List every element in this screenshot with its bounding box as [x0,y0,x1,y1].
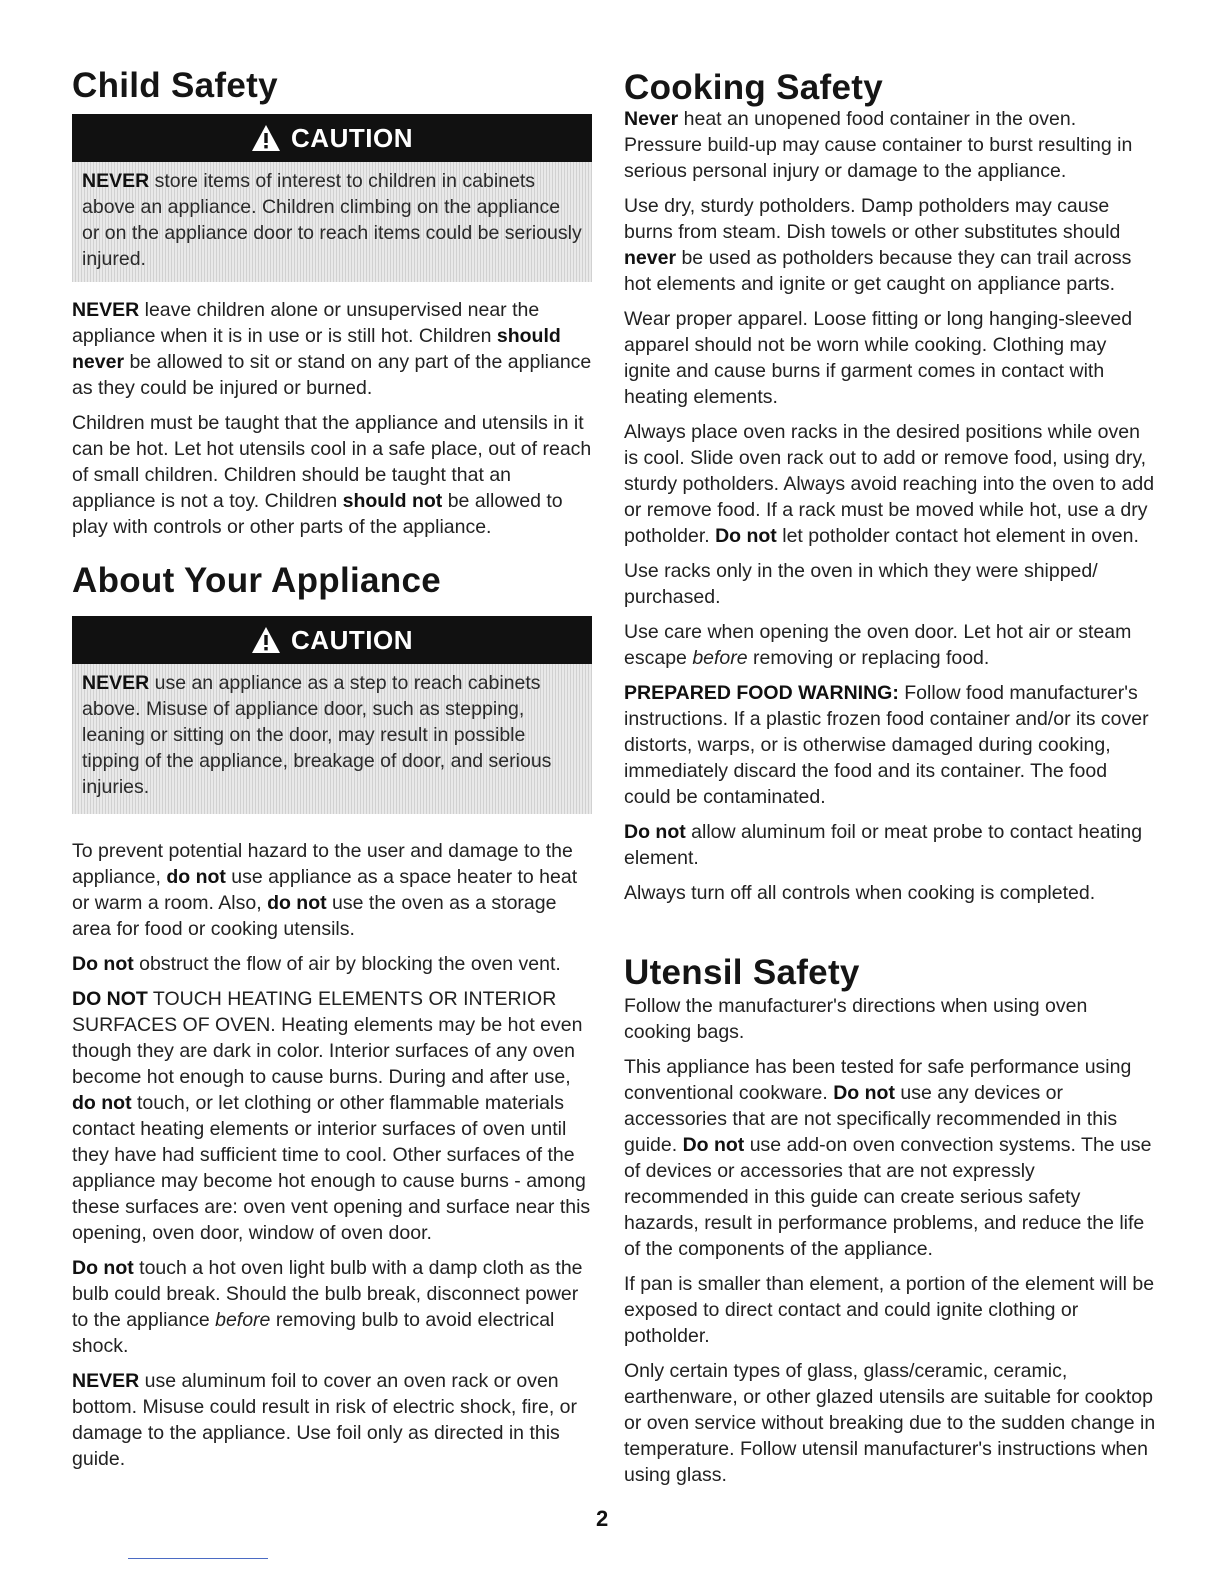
caution-text [72,162,592,282]
caution-lead: NEVER [82,672,150,694]
warning-triangle-icon [251,626,281,654]
about-appliance-body [72,838,594,1481]
cooking-safety-body [624,106,1156,915]
caution-header [72,616,592,664]
paragraph: Do not touch a hot oven light bulb with a damp cloth as the bulb could break. Should the bulb break, disconnect power to the appliance before removing bulb to avoid electrical shock. [72,1257,583,1357]
about-appliance-title: About Your Appliance [72,561,441,600]
caution-label: CAUTION [291,122,413,153]
caution-header [72,114,592,162]
paragraph: Always turn off all controls when cooking is completed. [624,882,1096,904]
paragraph: NEVER use aluminum foil to cover an oven rack or oven bottom. Misuse could result in risk of electric shock, fire, or damage to the appliance. Use foil only as directed in this guide. [72,1370,578,1470]
paragraph: Wear proper apparel. Loose fitting or long hanging-sleeved apparel should not be worn while cooking. Clothing may ignite and cause burns if garment comes in contact with heating elements. [624,308,1133,408]
utensil-safety-body [624,993,1156,1497]
paragraph: Always place oven racks in the desired positions while oven is cool. Slide oven rack out to add or remove food, using dry, sturdy potholders. Always avoid reaching into the oven to add or remove food. If a rack must be moved while hot, use a dry potholder. Do not let potholder contact hot element in oven. [624,421,1155,547]
child-safety-body [72,297,594,549]
caution-label: CAUTION [291,624,413,655]
paragraph: Use care when opening the oven door. Let hot air or steam escape before removing or replacing food. [624,621,1132,669]
child-safety-caution-box [72,114,592,282]
paragraph: Use racks only in the oven in which they were shipped/ purchased. [624,560,1098,608]
caution-body-text: store items of interest to children in cabinets above an appliance. Children climbing on the appliance or on the appliance door to reach items could be seriously injured. [82,170,582,270]
paragraph: Do not obstruct the flow of air by blocking the oven vent. [72,953,561,975]
paragraph: Children must be taught that the appliance and utensils in it can be hot. Let hot utensils cool in a safe place, out of reach of small children. Children should be taught that an appliance is not a toy. Children should not be allowed to play with controls or other parts of the appliance. [72,412,592,538]
paragraph: DO NOT TOUCH HEATING ELEMENTS OR INTERIOR SURFACES OF OVEN. Heating elements may be hot even though they are dark in color. Interior surfaces of any oven become hot enough to cause burns. During and after use, do not touch, or let clothing or other flammable materials contact heating elements or interior surfaces of oven until they have had sufficient time to cool. Other surfaces of the appliance may become hot enough to cause burns - among these surfaces are: oven vent opening and surface near this opening, oven door, window of oven door. [72,988,591,1244]
child-safety-title: Child Safety [72,66,278,105]
page-number: 2 [596,1506,609,1531]
paragraph: If pan is smaller than element, a portion of the element will be exposed to direct contact and could ignite clothing or potholder. [624,1273,1155,1347]
footer-divider [128,1558,268,1559]
warning-triangle-icon [251,124,281,152]
paragraph: This appliance has been tested for safe performance using conventional cookware. Do not use any devices or accessories that are not specifically recommended in this guide. Do not use add-on oven convection systems. The use of devices or accessories that are not expressly recommended in this guide can create serious safety hazards, result in performance problems, and reduce the life of the components of the appliance. [624,1056,1152,1260]
paragraph: Do not allow aluminum foil or meat probe to contact heating element. [624,821,1143,869]
paragraph: To prevent potential hazard to the user and damage to the appliance, do not use appliance as a space heater to heat or warm a room. Also, do not use the oven as a storage area for food or cooking utensils. [72,840,578,940]
paragraph: Follow the manufacturer's directions when using oven cooking bags. [624,995,1088,1043]
caution-text [72,664,592,814]
caution-body-text: use an appliance as a step to reach cabinets above. Misuse of appliance door, such as stepping, leaning or sitting on the door, may result in possible tipping of the appliance, breakage of door, and serious injuries. [82,672,552,798]
paragraph: NEVER leave children alone or unsupervised near the appliance when it is in use or is still hot. Children should never be allowed to sit or stand on any part of the appliance as they could be injured or burned. [72,299,592,399]
paragraph: Use dry, sturdy potholders. Damp potholders may cause burns from steam. Dish towels or other substitutes should never be used as potholders because they can trail across hot elements and ignite or get caught on appliance parts. [624,195,1132,295]
paragraph: PREPARED FOOD WARNING: Follow food manufacturer's instructions. If a plastic frozen food container and/or its cover distorts, warps, or is otherwise damaged during cooking, immediately discard the food and its container. The food could be contaminated. [624,682,1149,808]
paragraph: Never heat an unopened food container in the oven. Pressure build-up may cause container to burst resulting in serious personal injury or damage to the appliance. [624,108,1133,182]
caution-lead: NEVER [82,170,150,192]
cooking-safety-title: Cooking Safety [624,68,883,107]
about-appliance-caution-box [72,616,592,814]
paragraph: Only certain types of glass, glass/ceramic, ceramic, earthenware, or other glazed utensils are suitable for cooktop or oven service without breaking due to the sudden change in temperature. Follow utensil manufacturer's instructions when using glass. [624,1360,1156,1486]
utensil-safety-title: Utensil Safety [624,953,860,992]
